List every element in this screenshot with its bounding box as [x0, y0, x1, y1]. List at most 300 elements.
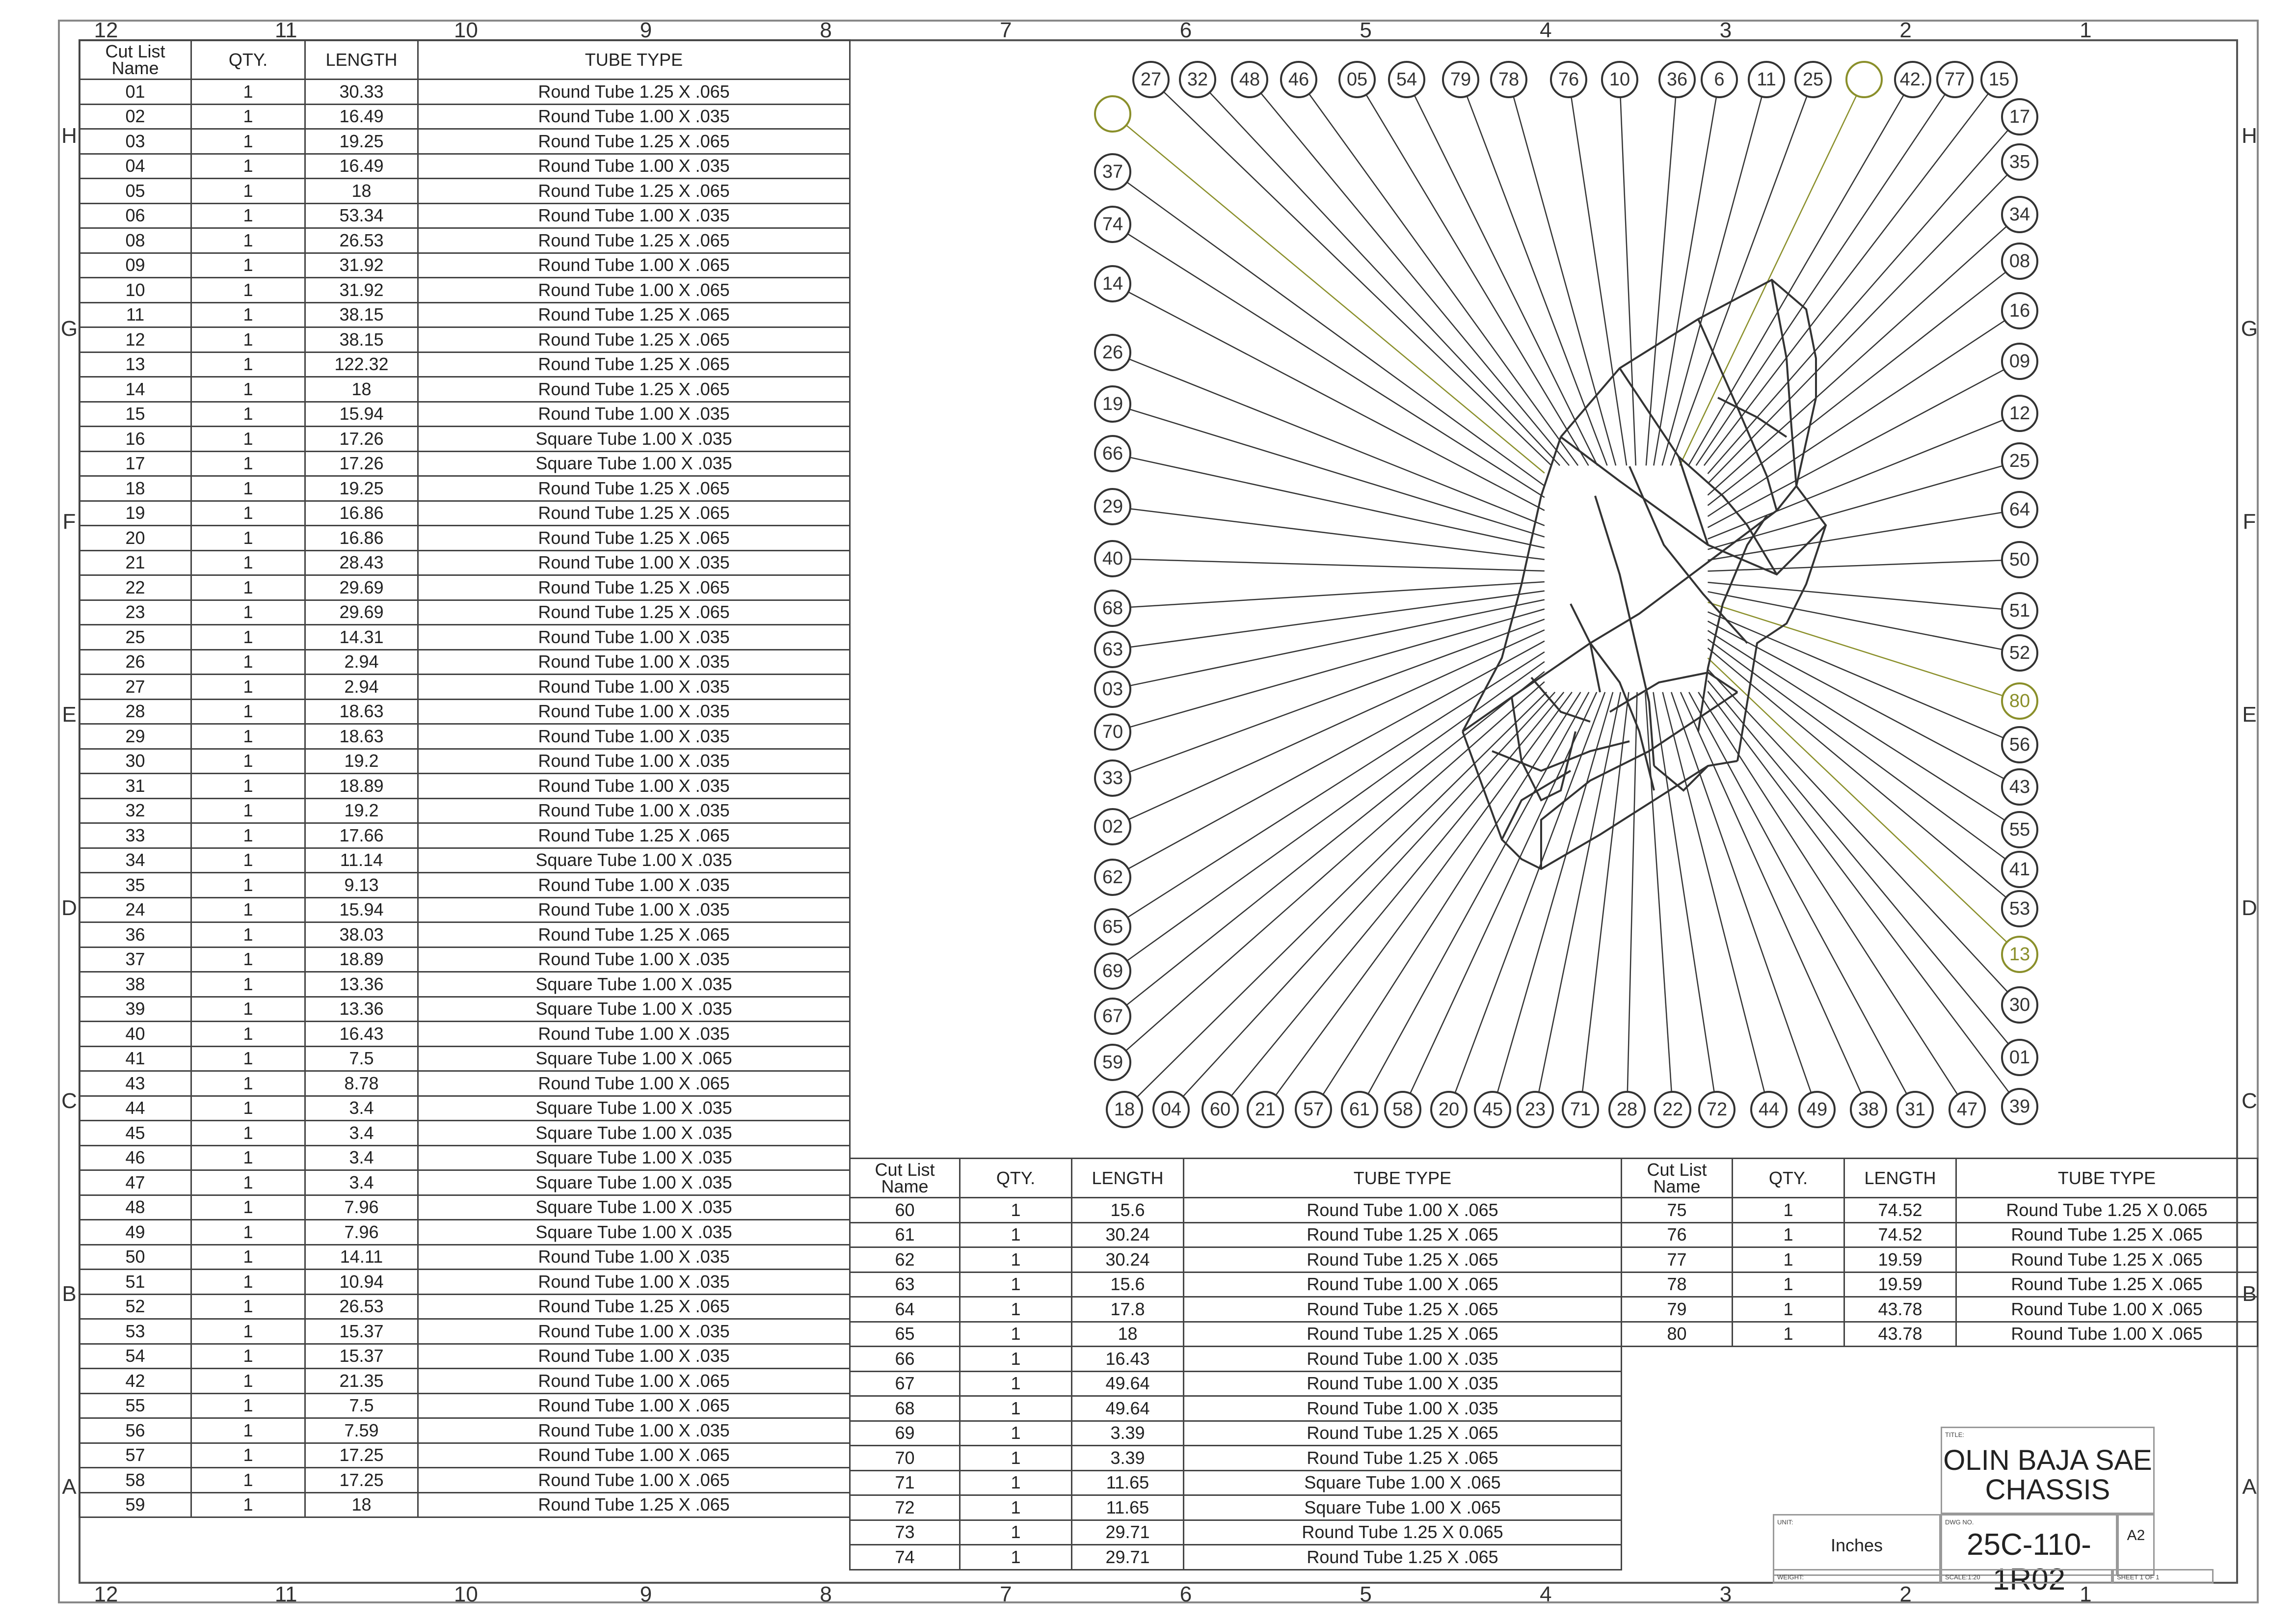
- cell-length: 17.8: [1072, 1297, 1184, 1322]
- cell-name: 12: [80, 327, 191, 352]
- chassis-isometric-view: [1070, 54, 2052, 1134]
- cell-name: 76: [1622, 1222, 1733, 1247]
- cell-length: 17.26: [305, 427, 418, 452]
- title-line-2: CHASSIS: [1985, 1474, 2110, 1506]
- table-row: [850, 1222, 1622, 1247]
- cell-qty: 1: [191, 1046, 305, 1071]
- balloon-label: 17: [2009, 107, 2030, 127]
- cell-type: Square Tube 1.00 X .035: [418, 451, 850, 476]
- cell-type: Square Tube 1.00 X .035: [418, 972, 850, 997]
- cell-type: Square Tube 1.00 X .035: [418, 1170, 850, 1195]
- balloon-label: 6: [1714, 69, 1725, 90]
- cell-name: 10: [80, 278, 191, 303]
- cell-name: 63: [850, 1272, 960, 1297]
- balloon-callout: [1095, 809, 1130, 844]
- cell-length: 15.37: [305, 1319, 418, 1344]
- table-row: [80, 451, 850, 476]
- balloon-callout: [1897, 1092, 1933, 1127]
- table-row: [80, 749, 850, 774]
- cell-length: 11.65: [1072, 1470, 1184, 1495]
- balloon-label: 60: [1209, 1099, 1231, 1120]
- cell-length: 3.4: [305, 1170, 418, 1195]
- cell-name: 69: [850, 1421, 960, 1446]
- cell-length: 17.26: [305, 451, 418, 476]
- cell-name: 44: [80, 1096, 191, 1121]
- balloon-label: 01: [2009, 1047, 2030, 1068]
- cell-qty: 1: [191, 947, 305, 972]
- leader-line: [1628, 692, 1637, 1092]
- balloon-callout: [2002, 937, 2037, 972]
- table-row: [80, 774, 850, 799]
- cell-length: 18.89: [305, 947, 418, 972]
- cell-name: 59: [80, 1492, 191, 1517]
- cell-name: 46: [80, 1145, 191, 1170]
- cell-qty: 1: [960, 1520, 1072, 1545]
- header-tube-type: TUBE TYPE: [1184, 1159, 1622, 1198]
- cell-length: 21.35: [305, 1369, 418, 1394]
- table-row: [80, 228, 850, 253]
- zone-column-label: 9: [640, 18, 652, 42]
- balloon-label: 08: [2009, 251, 2030, 271]
- cell-name: 16: [80, 427, 191, 452]
- cell-name: 62: [850, 1247, 960, 1272]
- balloon-label: 40: [1102, 548, 1123, 569]
- zone-row-label: F: [2243, 510, 2256, 534]
- cell-type: Round Tube 1.25 X .065: [418, 575, 850, 600]
- balloon-callout: [1475, 1092, 1510, 1127]
- cell-type: Round Tube 1.00 X .035: [418, 798, 850, 823]
- cell-type: Round Tube 1.00 X .035: [418, 402, 850, 427]
- cell-name: 31: [80, 774, 191, 799]
- balloon-callout: [2002, 987, 2037, 1023]
- table-row: [80, 1369, 850, 1394]
- balloon-callout: [1095, 714, 1130, 750]
- cell-qty: 1: [191, 897, 305, 922]
- cell-qty: 1: [191, 1492, 305, 1517]
- balloon-callout: [1949, 1092, 1985, 1127]
- cell-qty: 1: [191, 526, 305, 551]
- cell-qty: 1: [191, 972, 305, 997]
- leader-line: [1708, 691, 2009, 1092]
- cell-qty: 1: [960, 1545, 1072, 1570]
- cell-qty: 1: [191, 1294, 305, 1319]
- table-row: [850, 1396, 1622, 1421]
- cell-qty: 1: [191, 749, 305, 774]
- balloon-callout: [1751, 1092, 1787, 1127]
- table-row: [80, 1319, 850, 1344]
- cell-qty: 1: [191, 302, 305, 327]
- table-row: [80, 129, 850, 154]
- cell-name: 33: [80, 823, 191, 848]
- leader-line: [1126, 125, 1545, 473]
- balloon-label: 33: [1102, 768, 1123, 788]
- cell-length: 30.24: [1072, 1247, 1184, 1272]
- balloon-callout: [1095, 335, 1130, 370]
- cell-name: 75: [1622, 1198, 1733, 1223]
- zone-column-label: 1: [2080, 18, 2092, 42]
- cell-length: 16.49: [305, 154, 418, 179]
- cell-length: 17.25: [305, 1468, 418, 1493]
- cell-length: 49.64: [1072, 1396, 1184, 1421]
- leader-line: [1126, 682, 1545, 1051]
- balloon-callout: [1153, 1092, 1189, 1127]
- balloon-label: 50: [2009, 549, 2030, 570]
- cell-length: 38.15: [305, 327, 418, 352]
- cell-name: 29: [80, 724, 191, 749]
- balloon-callout: [2002, 197, 2037, 232]
- leader-line: [1130, 582, 1545, 607]
- unit-value: Inches: [1830, 1535, 1883, 1555]
- cell-length: 19.25: [305, 476, 418, 501]
- cell-qty: 1: [960, 1371, 1072, 1396]
- cell-type: Square Tube 1.00 X .035: [418, 1220, 850, 1245]
- title-cell: [1941, 1427, 2155, 1514]
- cell-type: Square Tube 1.00 X .035: [418, 1096, 850, 1121]
- chassis-frame-drawing: [1463, 280, 1826, 869]
- balloon-callout: [1846, 62, 1882, 97]
- cell-length: 16.86: [305, 501, 418, 526]
- cell-name: 23: [80, 600, 191, 625]
- table-row: [80, 377, 850, 402]
- zone-row-label: E: [62, 703, 77, 727]
- balloon-label: 57: [1303, 1099, 1324, 1120]
- table-row: [80, 352, 850, 377]
- cell-length: 43.78: [1844, 1297, 1956, 1322]
- cell-length: 43.78: [1844, 1322, 1956, 1347]
- cell-length: 2.94: [305, 650, 418, 675]
- cell-type: Round Tube 1.00 X .035: [418, 947, 850, 972]
- cell-length: 10.94: [305, 1270, 418, 1295]
- balloon-callout: [2002, 344, 2037, 379]
- balloon-callout: [1095, 860, 1130, 895]
- cell-name: 27: [80, 675, 191, 700]
- table-row: [80, 1492, 850, 1517]
- leader-line: [1708, 175, 2007, 484]
- cell-length: 18: [305, 1492, 418, 1517]
- balloon-callout: [1095, 386, 1130, 422]
- cell-name: 38: [80, 972, 191, 997]
- leader-line: [1415, 95, 1598, 465]
- cell-type: Round Tube 1.00 X .065: [1184, 1198, 1622, 1223]
- balloon-callout: [2002, 852, 2037, 887]
- cell-length: 19.2: [305, 798, 418, 823]
- cell-length: 16.86: [305, 526, 418, 551]
- cell-type: Round Tube 1.00 X .035: [418, 774, 850, 799]
- table-row: [80, 675, 850, 700]
- table-row: [80, 897, 850, 922]
- balloon-callout: [1609, 1092, 1645, 1127]
- cell-qty: 1: [191, 1096, 305, 1121]
- cell-length: 18: [305, 179, 418, 204]
- cell-length: 17.25: [305, 1443, 418, 1468]
- cell-length: 18.63: [305, 724, 418, 749]
- cell-type: Round Tube 1.25 X .065: [1184, 1545, 1622, 1570]
- leader-line: [1708, 321, 2005, 516]
- cell-qty: 1: [191, 1195, 305, 1220]
- cell-length: 38.03: [305, 922, 418, 947]
- leader-line: [1708, 582, 2002, 609]
- balloon-callout: [1095, 541, 1130, 576]
- table-row: [80, 1195, 850, 1220]
- zone-column-label: 3: [1719, 18, 1732, 42]
- title-label: TITLE:: [1945, 1431, 1965, 1438]
- cell-type: Square Tube 1.00 X .035: [418, 427, 850, 452]
- balloon-callout: [1095, 1045, 1130, 1080]
- cell-length: 122.32: [305, 352, 418, 377]
- table-row: [80, 650, 850, 675]
- cell-qty: 1: [960, 1446, 1072, 1471]
- table-row: [80, 1170, 850, 1195]
- cell-length: 18.89: [305, 774, 418, 799]
- zone-column-label: 10: [454, 18, 478, 42]
- cell-length: 17.66: [305, 823, 418, 848]
- cell-length: 19.59: [1844, 1247, 1956, 1272]
- dwg-no-label: DWG NO.: [1945, 1518, 1974, 1526]
- balloon-callout: [1518, 1092, 1553, 1127]
- cell-qty: 1: [960, 1421, 1072, 1446]
- cell-type: Round Tube 1.00 X .065: [418, 1468, 850, 1493]
- balloon-callout: [1095, 489, 1130, 524]
- balloon-label: 71: [1570, 1099, 1591, 1120]
- balloon-callout: [2002, 769, 2037, 805]
- drawing-title: [1942, 1446, 2153, 1505]
- cell-qty: 1: [191, 873, 305, 898]
- cell-name: 57: [80, 1443, 191, 1468]
- cell-length: 29.69: [305, 575, 418, 600]
- cell-length: 11.14: [305, 848, 418, 873]
- balloon-label: 11: [1757, 69, 1776, 90]
- balloon-callout: [2002, 891, 2037, 926]
- balloon-label: 23: [1524, 1099, 1546, 1120]
- balloon-callout: [1699, 1092, 1735, 1127]
- cell-qty: 1: [191, 650, 305, 675]
- cell-type: Round Tube 1.25 X .065: [1184, 1322, 1622, 1347]
- leader-line: [1126, 672, 1545, 1005]
- table-row: [80, 80, 850, 105]
- leader-line: [1708, 630, 2005, 820]
- cell-length: 30.33: [305, 80, 418, 105]
- cell-qty: 1: [191, 1418, 305, 1443]
- cell-length: 16.43: [1072, 1347, 1184, 1372]
- leader-line: [1708, 226, 2007, 495]
- cell-type: Round Tube 1.00 X .035: [418, 154, 850, 179]
- cell-type: Round Tube 1.25 X .065: [1184, 1297, 1622, 1322]
- cell-type: Round Tube 1.25 X 0.065: [1956, 1198, 2258, 1223]
- balloon-callout: [1095, 96, 1130, 132]
- header-length: LENGTH: [305, 40, 418, 80]
- table-row: [80, 625, 850, 650]
- leader-line: [1708, 602, 2003, 696]
- cell-type: Round Tube 1.25 X .065: [418, 600, 850, 625]
- header-tube-type: TUBE TYPE: [418, 40, 850, 80]
- cell-qty: 1: [960, 1272, 1072, 1297]
- table-row: [80, 1071, 850, 1096]
- balloon-callout: [1095, 591, 1130, 626]
- table-row: [80, 922, 850, 947]
- balloon-label: 36: [1666, 69, 1688, 90]
- zone-column-label: 4: [1540, 18, 1552, 42]
- unit-label: UNIT:: [1777, 1518, 1793, 1526]
- cell-name: 64: [850, 1297, 960, 1322]
- sheet-cell: [2112, 1569, 2214, 1584]
- balloon-label: 02: [1102, 816, 1123, 837]
- cell-name: 18: [80, 476, 191, 501]
- balloon-callout: [1551, 62, 1586, 97]
- cell-type: Round Tube 1.00 X .065: [1184, 1272, 1622, 1297]
- cell-type: Round Tube 1.25 X .065: [418, 526, 850, 551]
- cell-qty: 1: [191, 377, 305, 402]
- table-row: [80, 278, 850, 303]
- cell-name: 55: [80, 1393, 191, 1418]
- balloon-callout: [2002, 593, 2037, 628]
- cell-name: 28: [80, 699, 191, 724]
- table-row: [80, 1443, 850, 1468]
- title-line-1: OLIN BAJA SAE: [1943, 1444, 2152, 1476]
- cell-name: 08: [80, 228, 191, 253]
- cell-qty: 1: [191, 352, 305, 377]
- cell-qty: 1: [1733, 1297, 1844, 1322]
- cell-name: 21: [80, 550, 191, 575]
- sheet-label: SHEET 1 OF 1: [2117, 1573, 2160, 1581]
- cell-type: Round Tube 1.25 X .065: [418, 823, 850, 848]
- balloon-label: 39: [2009, 1096, 2030, 1117]
- cell-qty: 1: [191, 1369, 305, 1394]
- balloon-callout: [2002, 396, 2037, 431]
- cell-length: 30.24: [1072, 1222, 1184, 1247]
- cell-name: 51: [80, 1270, 191, 1295]
- cell-name: 42: [80, 1369, 191, 1394]
- cell-qty: 1: [960, 1347, 1072, 1372]
- balloon-label: 21: [1255, 1099, 1276, 1120]
- balloon-callout: [2002, 683, 2037, 719]
- balloon-callout: [2002, 727, 2037, 762]
- cell-name: 74: [850, 1545, 960, 1570]
- header-qty: QTY.: [1733, 1159, 1844, 1198]
- balloon-callout: [1655, 1092, 1690, 1127]
- balloon-label: 03: [1102, 679, 1123, 700]
- cell-qty: 1: [191, 179, 305, 204]
- balloon-callout: [2002, 542, 2037, 577]
- zone-column-label: 2: [1899, 18, 1912, 42]
- cell-type: Round Tube 1.25 X .065: [1956, 1247, 2258, 1272]
- leader-line: [1688, 95, 1904, 465]
- balloon-label: 13: [2009, 944, 2030, 965]
- balloon-label: 22: [1662, 1099, 1683, 1120]
- cell-qty: 1: [191, 823, 305, 848]
- cell-type: Round Tube 1.00 X .035: [418, 724, 850, 749]
- cell-name: 66: [850, 1347, 960, 1372]
- cell-length: 14.11: [305, 1245, 418, 1270]
- cell-name: 36: [80, 922, 191, 947]
- balloon-label: 80: [2009, 691, 2030, 711]
- leader-line: [1696, 94, 1945, 465]
- leader-line: [1261, 93, 1569, 466]
- cell-type: Round Tube 1.00 X .035: [418, 675, 850, 700]
- leader-line: [1646, 97, 1676, 465]
- cell-qty: 1: [960, 1198, 1072, 1223]
- cell-qty: 1: [960, 1247, 1072, 1272]
- balloon-label: 63: [1102, 639, 1123, 660]
- cell-type: Round Tube 1.00 X .065: [1956, 1297, 2258, 1322]
- table-row: [80, 848, 850, 873]
- cell-length: 3.4: [305, 1096, 418, 1121]
- cell-length: 53.34: [305, 203, 418, 228]
- cell-length: 2.94: [305, 675, 418, 700]
- cell-name: 61: [850, 1222, 960, 1247]
- cell-name: 14: [80, 377, 191, 402]
- balloon-callout: [1851, 1092, 1886, 1127]
- cell-length: 13.36: [305, 997, 418, 1022]
- table-row: [850, 1520, 1622, 1545]
- cell-name: 20: [80, 526, 191, 551]
- balloon-callout: [1563, 1092, 1598, 1127]
- cell-name: 72: [850, 1495, 960, 1520]
- leader-lines: [1126, 92, 2009, 1097]
- balloon-label: 37: [1102, 162, 1123, 182]
- leader-line: [1183, 692, 1555, 1097]
- cell-qty: 1: [191, 1468, 305, 1493]
- balloon-callout: [1095, 436, 1130, 471]
- table-row: [80, 179, 850, 204]
- cell-type: Round Tube 1.25 X .065: [418, 179, 850, 204]
- cell-qty: 1: [1733, 1222, 1844, 1247]
- cell-type: Round Tube 1.00 X .035: [1184, 1371, 1622, 1396]
- cell-type: Round Tube 1.00 X .035: [418, 699, 850, 724]
- leader-line: [1621, 97, 1636, 465]
- table-row: [1622, 1272, 2258, 1297]
- cell-length: 3.39: [1072, 1421, 1184, 1446]
- balloon-label: 25: [2009, 451, 2030, 471]
- cell-qty: 1: [191, 228, 305, 253]
- zone-column-label: 12: [94, 1582, 118, 1606]
- cell-type: Round Tube 1.25 X .065: [418, 352, 850, 377]
- cell-name: 77: [1622, 1247, 1733, 1272]
- cell-length: 49.64: [1072, 1371, 1184, 1396]
- table-row: [1622, 1198, 2258, 1223]
- cell-qty: 1: [191, 774, 305, 799]
- balloon-callout: [2002, 443, 2037, 479]
- balloon-label: 38: [1858, 1099, 1879, 1120]
- cell-length: 19.59: [1844, 1272, 1956, 1297]
- cell-name: 54: [80, 1344, 191, 1369]
- cell-type: Round Tube 1.25 X .065: [418, 1492, 850, 1517]
- cell-type: Round Tube 1.25 X .065: [1184, 1421, 1622, 1446]
- table-row: [80, 798, 850, 823]
- cut-list-table-1: [79, 39, 851, 1518]
- balloon-callout: [2002, 812, 2037, 847]
- cell-type: Round Tube 1.25 X .065: [1184, 1247, 1622, 1272]
- leader-line: [1455, 692, 1605, 1093]
- cell-qty: 1: [1733, 1272, 1844, 1297]
- cell-type: Square Tube 1.00 X .035: [418, 848, 850, 873]
- cell-name: 43: [80, 1071, 191, 1096]
- zone-row-label: E: [2242, 703, 2257, 727]
- balloon-label: 62: [1102, 867, 1123, 888]
- cell-qty: 1: [1733, 1322, 1844, 1347]
- cell-name: 50: [80, 1245, 191, 1270]
- balloon-label: 54: [1396, 69, 1417, 90]
- table-row: [850, 1272, 1622, 1297]
- cell-type: Round Tube 1.00 X .035: [418, 749, 850, 774]
- cell-type: Square Tube 1.00 X .035: [418, 997, 850, 1022]
- cell-qty: 1: [191, 104, 305, 129]
- cell-qty: 1: [191, 501, 305, 526]
- table-row: [80, 327, 850, 352]
- table-row: [80, 947, 850, 972]
- cell-qty: 1: [191, 203, 305, 228]
- zone-column-label: 6: [1179, 18, 1192, 42]
- table-row: [850, 1322, 1622, 1347]
